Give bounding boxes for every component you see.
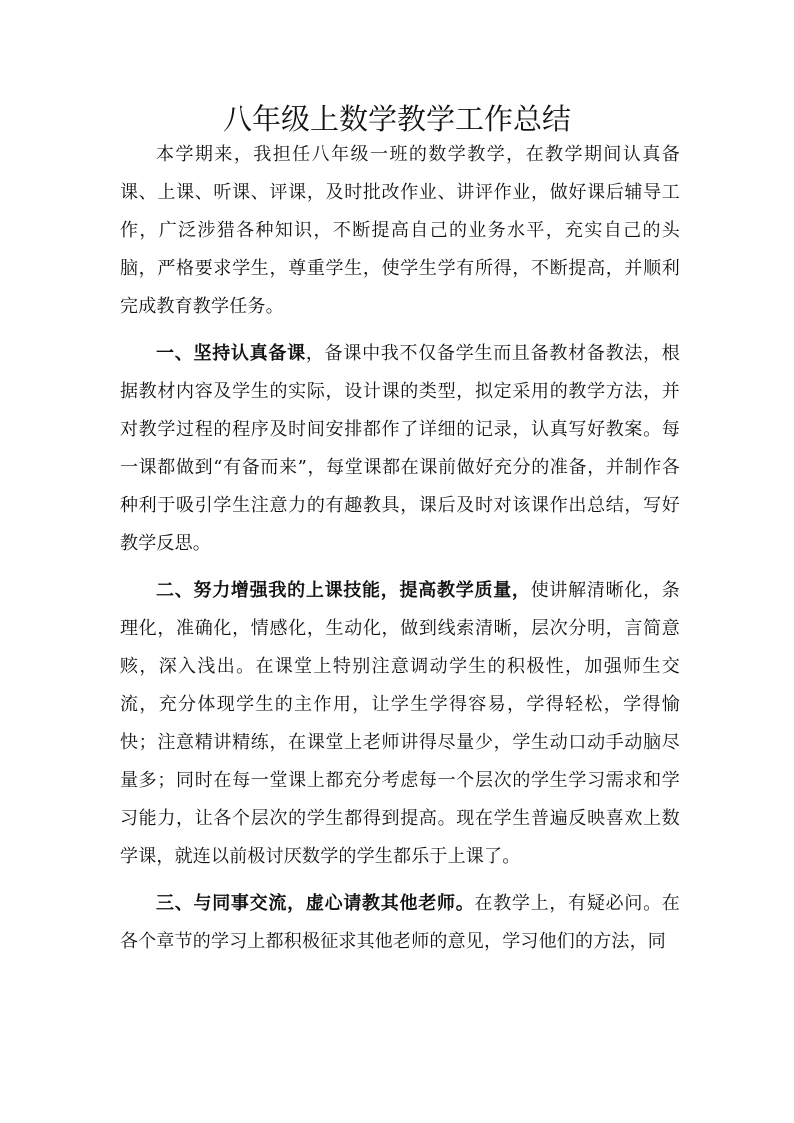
paragraph-colleague-exchange bbox=[120, 885, 680, 961]
paragraph-text: 使讲解清晰化，条理化，准确化，情感化，生动化，做到线索清晰，层次分明，言简意赅，深入浅出。在课堂上特别注意调动学生的积极性，加强师生交流，充分体现学生的主作用，让学生学得容易，学得轻松，学得愉快；注意精讲精练，在课堂上老师讲得尽量少，学生动口动手动脑尽量多；同时在每一堂课上都充分考虑每一个层次的学生学习需求和学习能力，让各个层次的学生都得到提高。现在学生普遍反映喜欢上数学课，就连以前极讨厌数学的学生都乐于上课了。 bbox=[120, 580, 681, 867]
paragraph-teaching-quality bbox=[120, 572, 680, 876]
paragraph-heading: 二、努力增强我的上课技能，提高教学质量， bbox=[156, 580, 531, 601]
paragraph-text: ，备课中我不仅备学生而且备教材备教法，根据教材内容及学生的实际，设计课的类型，拟定采用的教学方法，并对教学过程的程序及时间安排都作了详细的记录，认真写好教案。每一课都做到“有备而来”，每堂课都在课前做好充分的准备，并制作各种利于吸引学生注意力的有趣教具，课后及时对该课作出总结，写好教学反思。 bbox=[120, 343, 680, 554]
document-title: 八年级上数学教学工作总结 bbox=[222, 102, 571, 136]
paragraph-intro bbox=[120, 136, 680, 326]
paragraph-text: 本学期来，我担任八年级一班的数学教学，在教学期间认真备课、上课、听课、评课，及时批改作业、讲评作业，做好课后辅导工作，广泛涉猎各种知识，不断提高自己的业务水平，充实自己的头脑，严格要求学生，尊重学生，使学生学有所得，不断提高，并顺利完成教育教学任务。 bbox=[120, 144, 680, 317]
paragraph-lesson-preparation bbox=[120, 335, 680, 563]
paragraph-text: 在教学上，有疑必问。在各个章节的学习上都积极征求其他老师的意见，学习他们的方法，同 bbox=[120, 893, 680, 952]
paragraph-heading: 一、坚持认真备课 bbox=[156, 343, 306, 364]
document-body bbox=[120, 136, 680, 970]
paragraph-heading: 三、与同事交流，虚心请教其他老师。 bbox=[156, 893, 475, 914]
